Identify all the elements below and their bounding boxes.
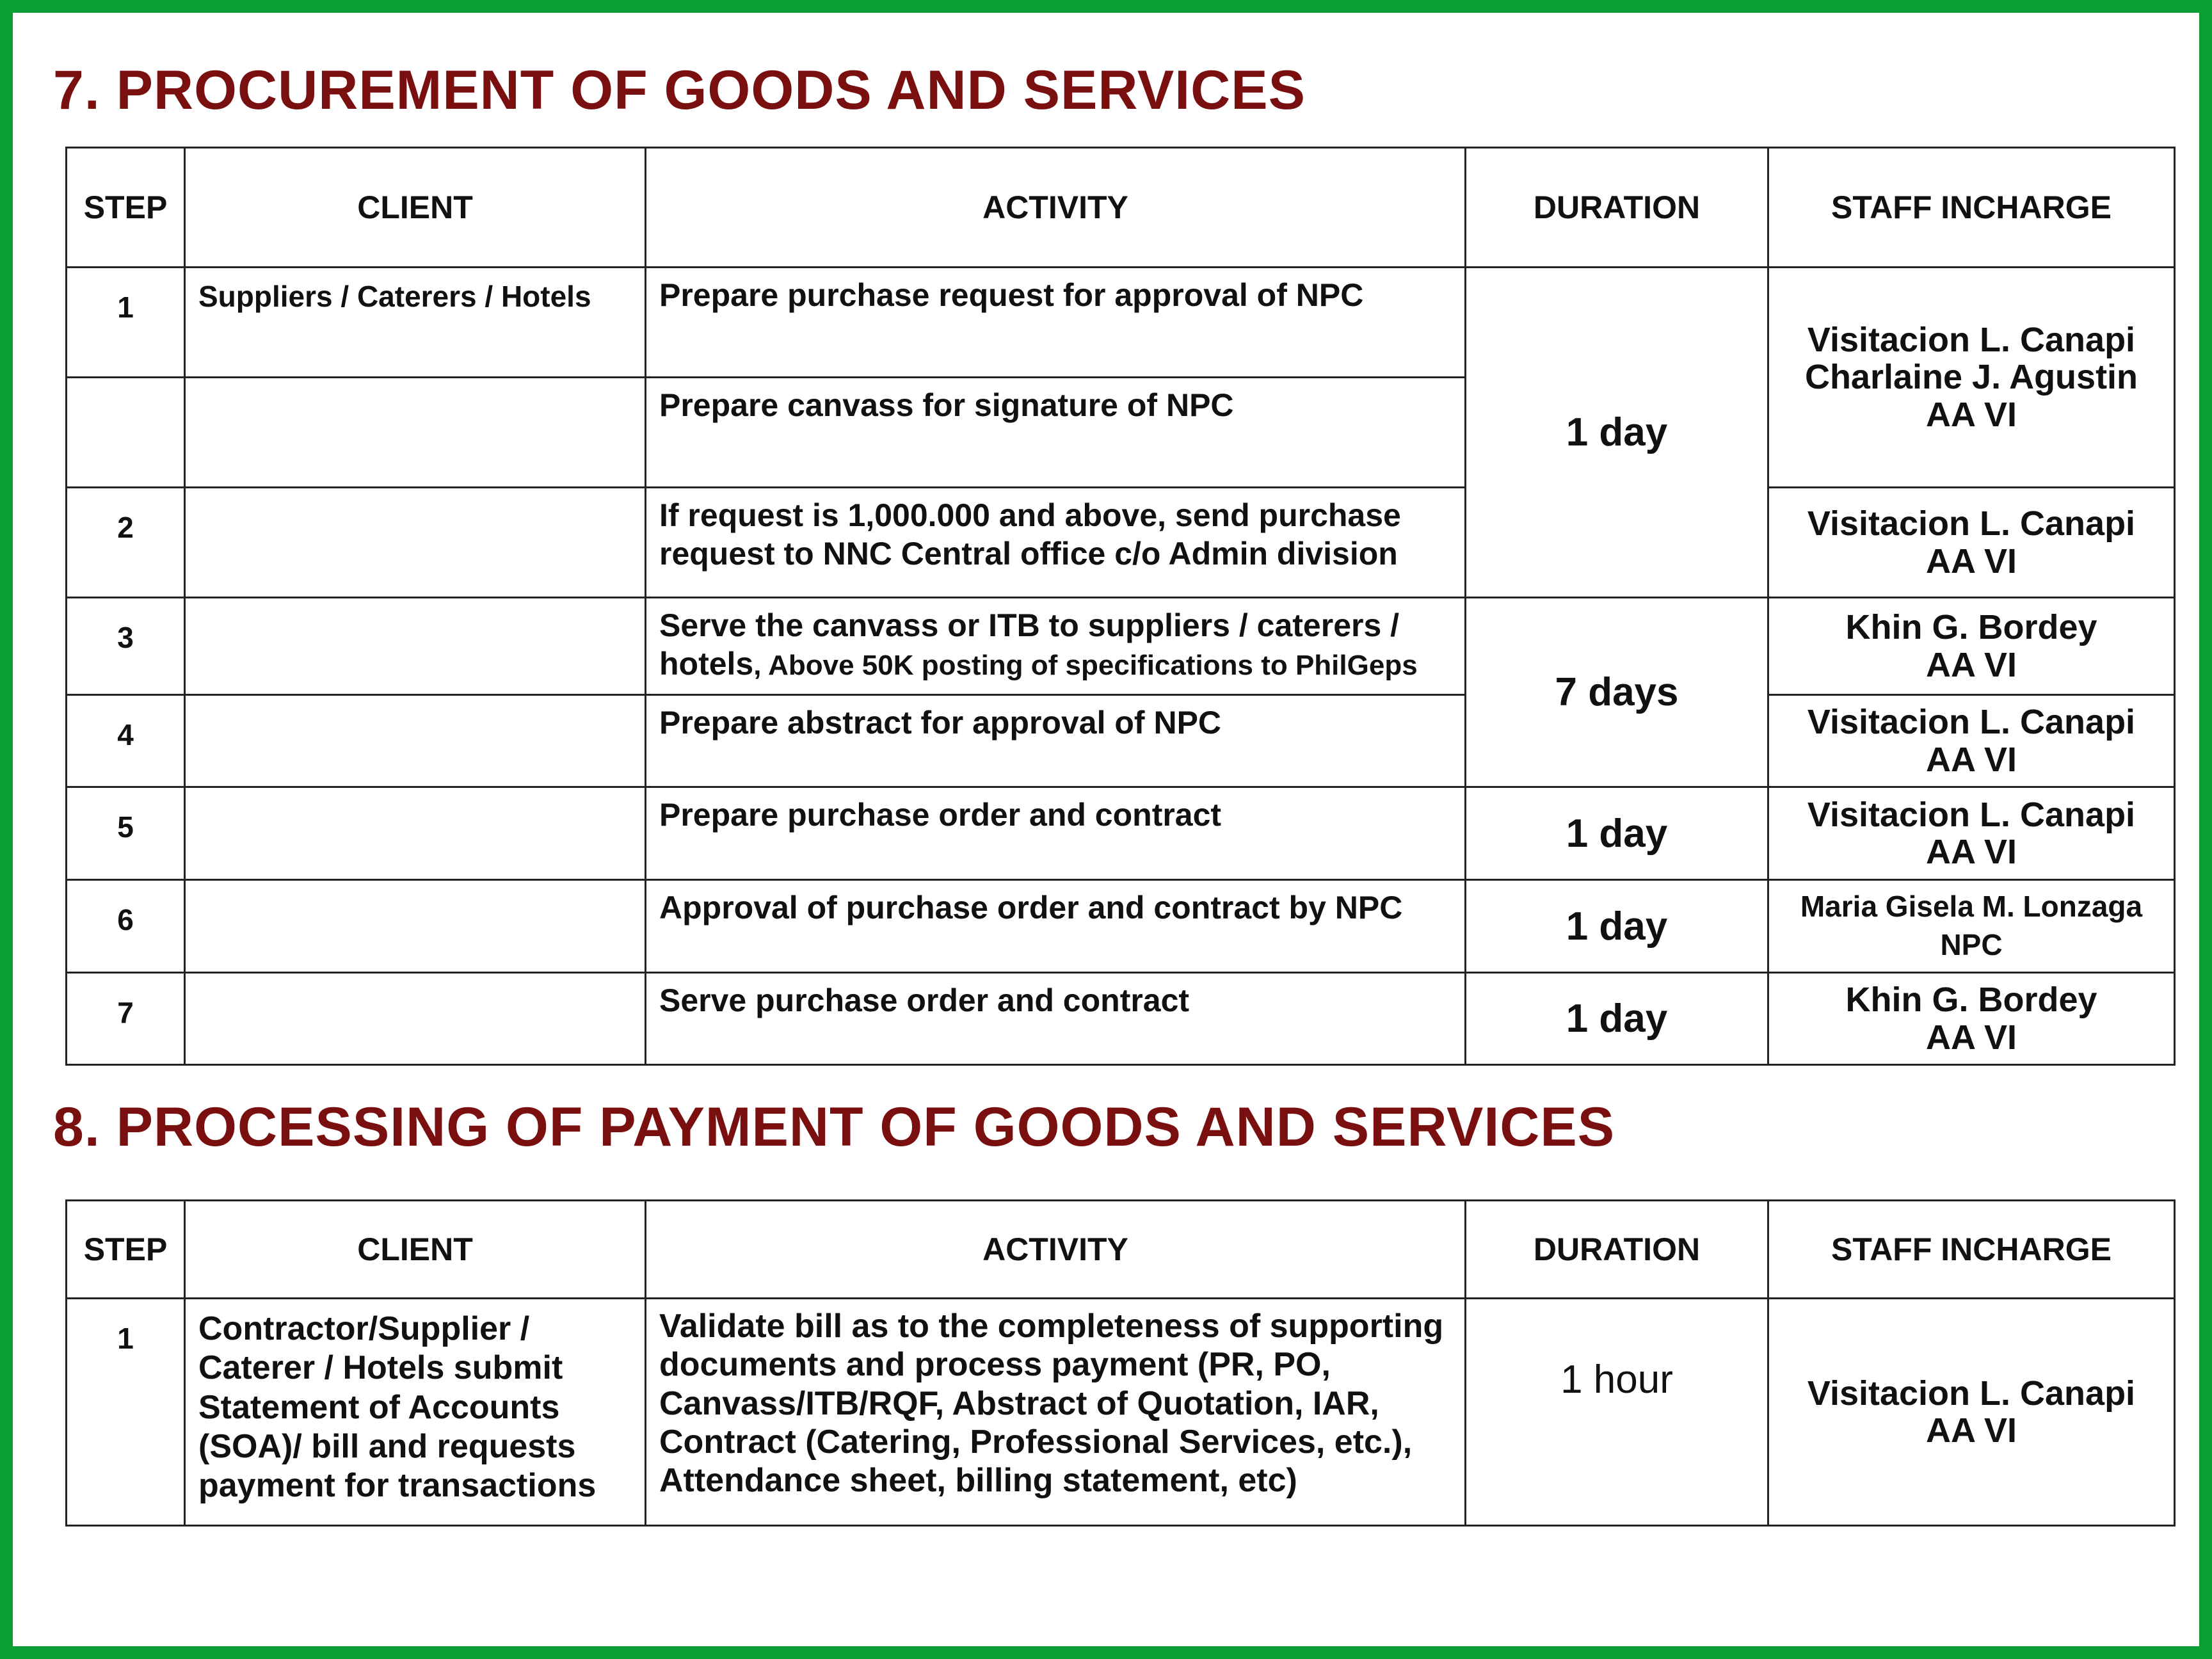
- staff-cell: [1768, 488, 2175, 598]
- procurement-table: [65, 147, 2176, 1066]
- staff-cell: [1768, 973, 2175, 1065]
- activity-cell: If request is 1,000.000 and above, send purchase request to NNC Central office c/o Admin division: [646, 488, 1466, 598]
- staff-position: AA VI: [1925, 740, 2017, 779]
- payment-processing-table: [65, 1199, 2176, 1527]
- staff-position: AA VI: [1925, 833, 2017, 871]
- activity-cell: Serve purchase order and contract: [646, 973, 1466, 1065]
- table-row: [67, 488, 2175, 598]
- activity-cell: Prepare canvass for signature of NPC: [646, 378, 1466, 488]
- activity-cell: Prepare purchase order and contract: [646, 787, 1466, 880]
- staff-position: AA VI: [1925, 395, 2017, 434]
- duration-cell: 7 days: [1466, 598, 1768, 787]
- staff-cell: [1768, 880, 2175, 973]
- client-cell: Suppliers / Caterers / Hotels: [185, 268, 646, 378]
- step-cell: 6: [67, 880, 185, 973]
- table-row: [67, 1299, 2175, 1526]
- header-activity: ACTIVITY: [646, 148, 1466, 268]
- header-client: CLIENT: [185, 148, 646, 268]
- client-cell: [185, 880, 646, 973]
- staff-name: Visitacion L. Canapi: [1807, 504, 2136, 543]
- staff-position: AA VI: [1925, 1018, 2017, 1057]
- staff-cell: [1768, 787, 2175, 880]
- client-cell: [185, 787, 646, 880]
- staff-position: AA VI: [1925, 1411, 2017, 1450]
- header-client: CLIENT: [185, 1201, 646, 1299]
- staff-position: NPC: [1940, 928, 2003, 961]
- activity-note: , Above 50K posting of specifications to PhilGeps: [753, 650, 1418, 681]
- staff-name: Visitacion L. Canapi: [1807, 795, 2136, 834]
- client-cell: [185, 378, 646, 488]
- duration-cell: 1 day: [1466, 787, 1768, 880]
- table-row: [67, 695, 2175, 787]
- staff-name: Maria Gisela M. Lonzaga: [1800, 890, 2143, 924]
- staff-name: Visitacion L. Canapi: [1807, 321, 2136, 360]
- section-8-title: [53, 1096, 1615, 1159]
- staff-name: Charlaine J. Agustin: [1804, 358, 2138, 397]
- activity-cell: [646, 598, 1466, 695]
- step-cell: 3: [67, 598, 185, 695]
- table-row: [67, 268, 2175, 378]
- table-header-row: [67, 1201, 2175, 1299]
- staff-cell: [1768, 268, 2175, 488]
- staff-name: Khin G. Bordey: [1845, 608, 2097, 647]
- activity-cell: Approval of purchase order and contract by NPC: [646, 880, 1466, 973]
- activity-cell: Prepare purchase request for approval of NPC: [646, 268, 1466, 378]
- header-duration: DURATION: [1466, 148, 1768, 268]
- activity-cell: Prepare abstract for approval of NPC: [646, 695, 1466, 787]
- staff-cell: [1768, 598, 2175, 695]
- staff-name: Visitacion L. Canapi: [1807, 703, 2136, 742]
- step-cell: 4: [67, 695, 185, 787]
- table-row: [67, 787, 2175, 880]
- section-number: 8.: [53, 1096, 100, 1158]
- client-cell: Contractor/Supplier / Caterer / Hotels submit Statement of Accounts (SOA)/ bill and requests payment for transactions: [185, 1299, 646, 1526]
- duration-cell: 1 day: [1466, 268, 1768, 598]
- duration-cell: 1 day: [1466, 973, 1768, 1065]
- step-cell: 2: [67, 488, 185, 598]
- duration-cell: 1 day: [1466, 880, 1768, 973]
- activity-text: Serve the canvass or ITB to suppliers / caterers / hotels: [659, 607, 1400, 682]
- table-header-row: [67, 148, 2175, 268]
- header-staff: STAFF INCHARGE: [1768, 148, 2175, 268]
- duration-cell: 1 hour: [1466, 1299, 1768, 1526]
- header-staff: STAFF INCHARGE: [1768, 1201, 2175, 1299]
- header-activity: ACTIVITY: [646, 1201, 1466, 1299]
- staff-name: Khin G. Bordey: [1845, 981, 2097, 1020]
- staff-name: Visitacion L. Canapi: [1807, 1374, 2136, 1413]
- section-7-title: [53, 59, 1306, 122]
- client-cell: [185, 598, 646, 695]
- step-cell: 7: [67, 973, 185, 1065]
- step-cell: 1: [67, 268, 185, 378]
- header-duration: DURATION: [1466, 1201, 1768, 1299]
- client-cell: [185, 695, 646, 787]
- staff-position: AA VI: [1925, 645, 2017, 684]
- header-step: STEP: [67, 148, 185, 268]
- step-cell: 1: [67, 1299, 185, 1526]
- activity-cell: Validate bill as to the completeness of supporting documents and process payment (PR, PO, Canvass/ITB/RQF, Abstract of Quotation, IAR, Contract (Catering, Professional Services, etc.), Attendance sheet, billing statement, etc): [646, 1299, 1466, 1526]
- header-step: STEP: [67, 1201, 185, 1299]
- table-row: [67, 598, 2175, 695]
- client-cell: [185, 973, 646, 1065]
- staff-cell: [1768, 1299, 2175, 1526]
- section-heading: PROCESSING OF PAYMENT OF GOODS AND SERVICES: [116, 1096, 1615, 1158]
- table-row: [67, 880, 2175, 973]
- table-row: [67, 973, 2175, 1065]
- section-number: 7.: [53, 60, 100, 121]
- staff-position: AA VI: [1925, 541, 2017, 581]
- staff-cell: [1768, 695, 2175, 787]
- step-cell: 5: [67, 787, 185, 880]
- client-cell: [185, 488, 646, 598]
- step-cell: [67, 378, 185, 488]
- section-heading: PROCUREMENT OF GOODS AND SERVICES: [116, 60, 1306, 121]
